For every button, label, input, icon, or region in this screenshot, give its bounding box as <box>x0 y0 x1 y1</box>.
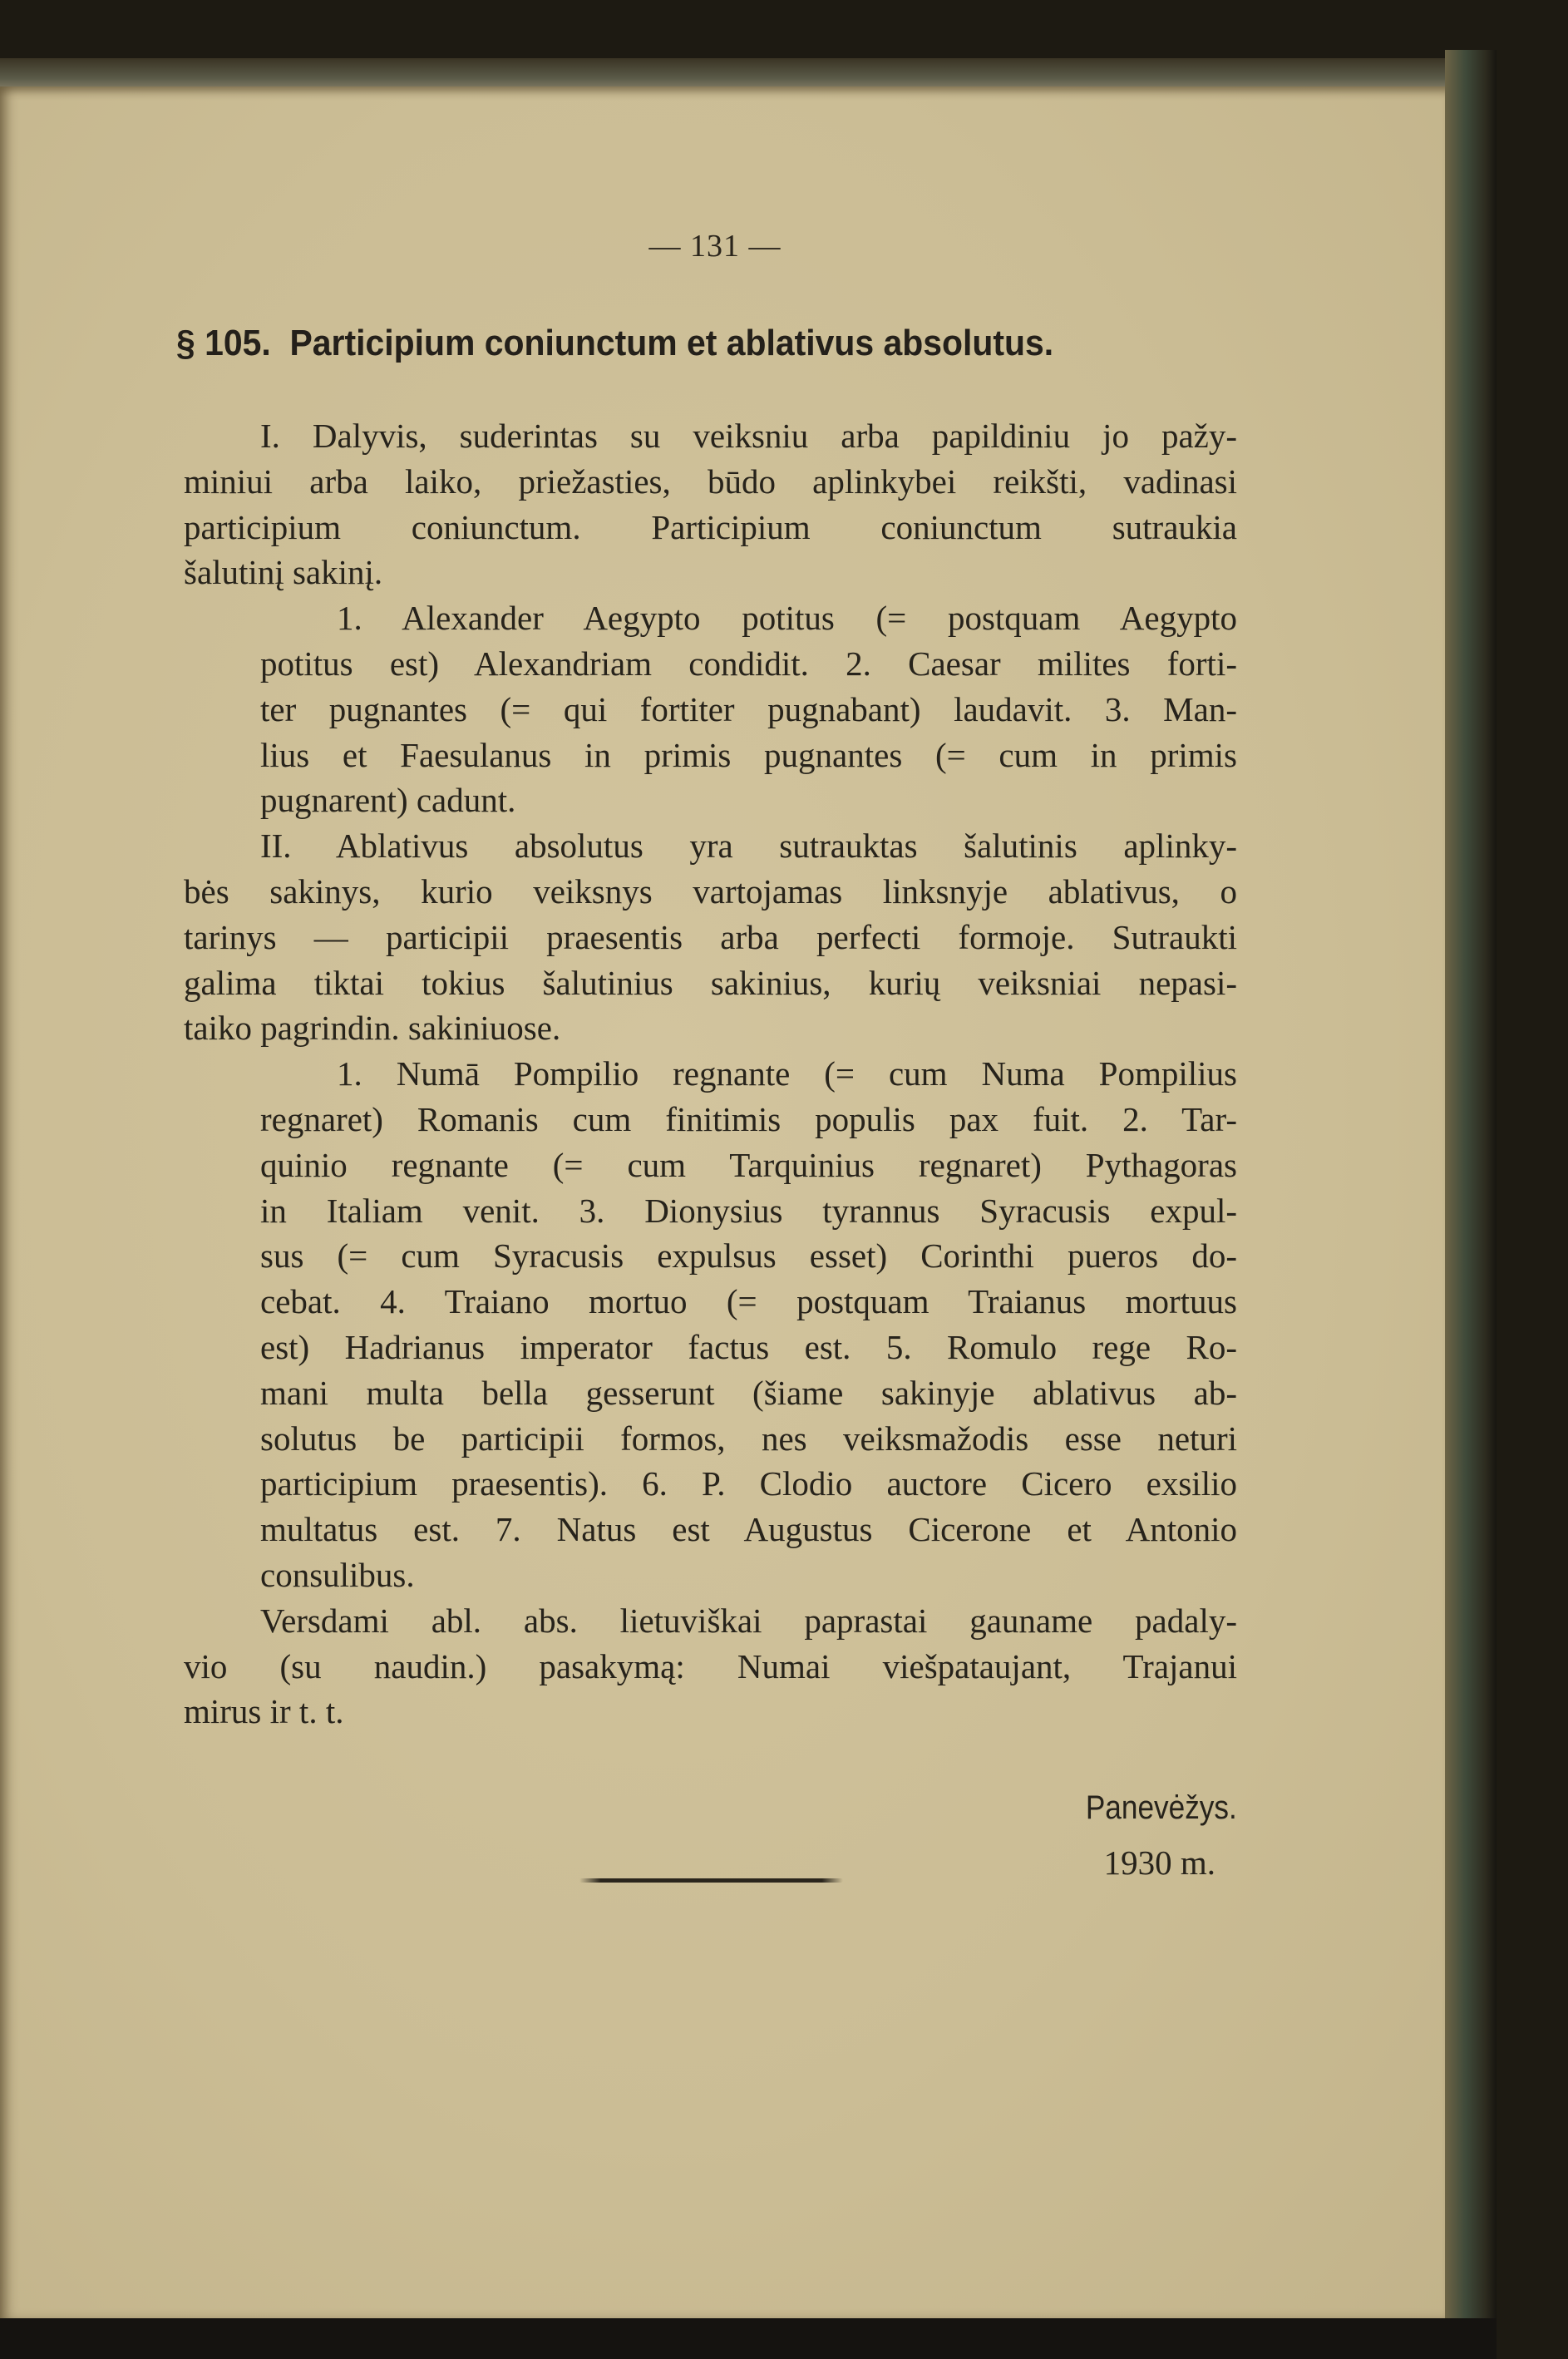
text-line: consulibus. <box>260 1555 415 1594</box>
text-line: mirus ir t. t. <box>184 1692 344 1731</box>
paragraph <box>184 1598 1237 1735</box>
signature-year: 1930 m. <box>1103 1843 1215 1882</box>
text-line: ter pugnantes (= qui fortiter pugnabant) laudavit. 3. Man- <box>260 689 1237 728</box>
text-line: multatus est. 7. Natus est Augustus Cicerone et Antonio <box>260 1510 1237 1549</box>
body-text <box>184 413 1237 1735</box>
text-line: galima tiktai tokius šalutinius sakinius, kurių veiksniai nepasi- <box>184 963 1237 1002</box>
text-line: potitus est) Alexandriam condidit. 2. Caesar milites forti- <box>260 644 1237 683</box>
text-line: I. Dalyvis, suderintas su veiksniu arba papildiniu jo pažy- <box>260 417 1237 455</box>
text-line: participium praesentis). 6. P. Clodio auctore Cicero exsilio <box>260 1464 1237 1503</box>
text-line: 1. Alexander Aegypto potitus (= postquam Aegypto <box>337 599 1237 638</box>
example-paragraph <box>260 1051 1237 1598</box>
text-line: vio (su naudin.) pasakymą: Numai viešpataujant, Trajanui <box>184 1646 1237 1685</box>
text-line: Versdami abl. abs. lietuviškai paprastai gauname padaly- <box>260 1601 1237 1640</box>
text-line: pugnarent) cadunt. <box>260 781 516 820</box>
end-rule <box>579 1878 843 1883</box>
text-line: mani multa bella gesserunt (šiame sakinyje ablativus ab- <box>260 1373 1237 1412</box>
text-line: šalutinį sakinį. <box>184 553 383 592</box>
text-line: lius et Faesulanus in primis pugnantes (= cum in primis <box>260 735 1237 774</box>
page-number: — 131 — <box>648 229 782 264</box>
text-line: sus (= cum Syracusis expulsus esset) Corinthi pueros do- <box>260 1236 1237 1276</box>
text-line: participium coniunctum. Participium coniunctum sutraukia <box>184 507 1237 546</box>
scan-bottom-edge <box>0 2318 1497 2359</box>
text-line: in Italiam venit. 3. Dionysius tyrannus Syracusis expul- <box>260 1191 1237 1230</box>
text-line: tarinys — participii praesentis arba perfecti formoje. Sutraukti <box>184 917 1237 956</box>
paragraph <box>184 823 1237 1051</box>
book-binding <box>1445 50 1497 2328</box>
text-line: II. Ablativus absolutus yra sutrauktas šalutinis aplinky- <box>260 827 1237 866</box>
text-line: regnaret) Romanis cum finitimis populis pax fuit. 2. Tar- <box>260 1099 1237 1138</box>
text-line: miniui arba laiko, priežasties, būdo aplinkybei reikšti, vadinasi <box>184 461 1237 501</box>
text-line: solutus be participii formos, nes veiksmažodis esse neturi <box>260 1419 1237 1458</box>
section-heading: § 105. Participium coniunctum et ablativus absolutus. <box>176 323 1054 363</box>
paragraph <box>184 413 1237 595</box>
text-line: est) Hadrianus imperator factus est. 5. Romulo rege Ro- <box>260 1327 1237 1366</box>
text-line: taiko pagrindin. sakiniuose. <box>184 1009 561 1048</box>
example-paragraph <box>260 595 1237 823</box>
text-line: cebat. 4. Traiano mortuo (= postquam Traianus mortuus <box>260 1282 1237 1321</box>
text-line: 1. Numā Pompilio regnante (= cum Numa Pompilius <box>337 1054 1237 1093</box>
text-line: quinio regnante (= cum Tarquinius regnaret) Pythagoras <box>260 1145 1237 1184</box>
text-line: bės sakinys, kurio veiksnys vartojamas linksnyje ablativus, o <box>184 871 1237 911</box>
signature-place: Panevėžys. <box>1086 1789 1237 1826</box>
